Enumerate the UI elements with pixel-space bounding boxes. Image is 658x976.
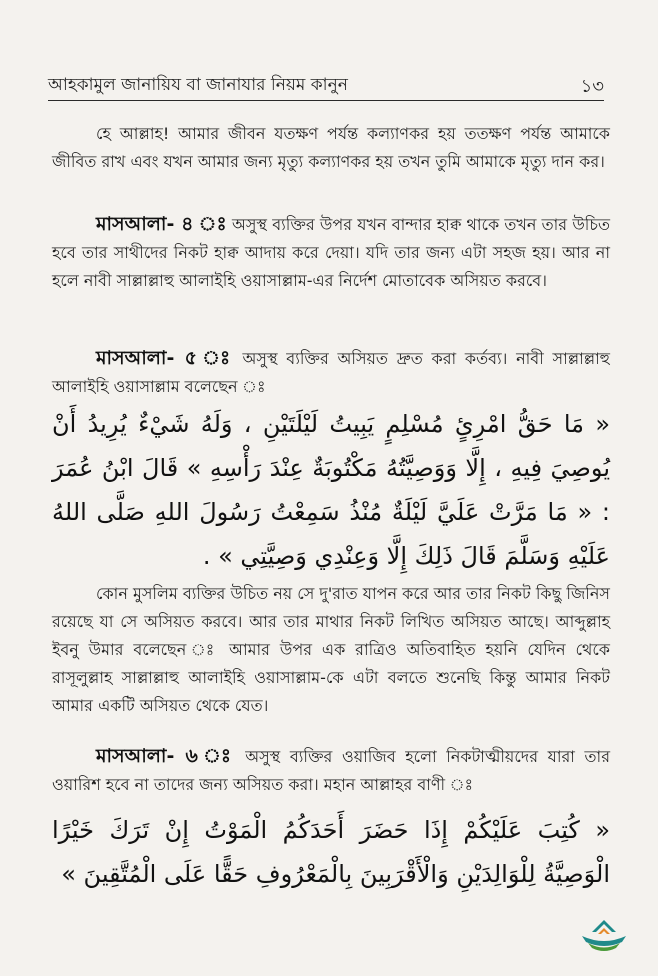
publisher-logo-icon <box>578 916 630 956</box>
hadith-arabic-text: « مَا حَقُّ امْرِئٍ مُسْلِمٍ يَبِيتُ لَيْلَتَيْنِ ، وَلَهُ شَيْءٌ يُرِيدُ أَنْ يُوصِيَ فِيهِ ، إِلَّا وَوَصِيَّتُهُ مَكْتُوبَةٌ عِنْدَ رَأْسِهِ » قَالَ ابْنُ عُمَرَ : « مَا مَرَّتْ عَلَيَّ لَيْلَةٌ مُنْذُ سَمِعْتُ رَسُولَ اللهِ صَلَّى اللهُ عَلَيْهِ وَسَلَّمَ قَالَ ذَلِكَ إِلَّا وَعِنْدِي وَصِيَّتِي » . <box>52 410 610 570</box>
quran-verse-arabic: « كُتِبَ عَلَيْكُمْ إِذَا حَضَرَ أَحَدَكُمُ الْمَوْتُ إِنْ تَرَكَ خَيْرًا الْوَصِيَّةُ لِلْوَالِدَيْنِ وَالْأَقْرَبِينَ بِالْمَعْرُوفِ حَقًّا عَلَى الْمُتَّقِينَ » <box>52 816 610 888</box>
page-header <box>48 72 604 101</box>
masala-4-text: অসুস্থ ব্যক্তির উপর যখন বান্দার হাক্ব থাকে তখন তার উচিত হবে তার সাথীদের নিকট হাক্ব আদায় করে দেয়া। যদি তার জন্য এটা সহজ হয়। আর না হলে নাবী সাল্লাল্লাহু আলাইহি ওয়াসাল্লাম-এর নির্দেশ মোতাবেক অসিয়ত করবে। <box>52 215 611 290</box>
masala-5-label: মাসআলা- ৫ ঃ <box>96 347 234 369</box>
masala-6-paragraph <box>52 742 610 799</box>
masala-6-text: অসুস্থ ব্যক্তির ওয়াজিব হলো নিকটাত্মীয়দের যারা তার ওয়ারিশ হবে না তাদের জন্য অসিয়ত করা। মহান আল্লাহর বাণী ঃ <box>52 747 611 794</box>
masala-5-text: অসুস্থ ব্যক্তির অসিয়ত দ্রুত করা কর্তব্য। নাবী সাল্লাল্লাহু আলাইহি ওয়াসাল্লাম বলেছেন ঃ <box>52 349 610 396</box>
masala-5-block <box>52 344 610 401</box>
masala-5-paragraph <box>52 344 610 401</box>
hadith-translation: কোন মুসলিম ব্যক্তির উচিত নয় সে দু'রাত যাপন করে আর তার নিকট কিছু জিনিস রয়েছে যা সে অসিয়ত করবে। আর তার মাথার নিকট লিখিত অসিয়ত আছে। আব্দুল্লাহ ইবনু উমার বলেছেন ঃ আমার উপর এক রাত্রিও অতিবাহিত হয়নি যেদিন থেকে রাসূলুল্লাহ সাল্লাল্লাহু আলাইহি ওয়াসাল্লাম-কে এটা বলতে শুনেছি কিন্তু আমার নিকট আমার একটি অসিয়ত থেকে যেত। <box>52 584 610 715</box>
masala-4-paragraph <box>52 210 610 295</box>
page-number: ১৩ <box>580 76 604 97</box>
masala-4-block <box>52 210 610 295</box>
masala-6-block <box>52 742 610 799</box>
running-title: আহকামুল জানায়িয বা জানাযার নিয়ম কানুন <box>48 75 348 95</box>
hadith-translation-block <box>52 580 610 720</box>
quran-verse-block <box>52 808 610 896</box>
intro-paragraph-block <box>52 120 610 176</box>
hadith-arabic-block <box>52 402 610 578</box>
masala-6-label: মাসআলা- ৬ ঃ <box>96 745 236 767</box>
masala-4-label: মাসআলা- ৪ ঃ <box>96 213 227 235</box>
intro-paragraph: হে আল্লাহ! আমার জীবন যতক্ষণ পর্যন্ত কল্যাণকর হয় ততক্ষণ পর্যন্ত আমাকে জীবিত রাখ এবং যখন আমার জন্য মৃত্যু কল্যাণকর হয় তখন তুমি আমাকে মৃত্যু দান কর। <box>52 124 610 171</box>
